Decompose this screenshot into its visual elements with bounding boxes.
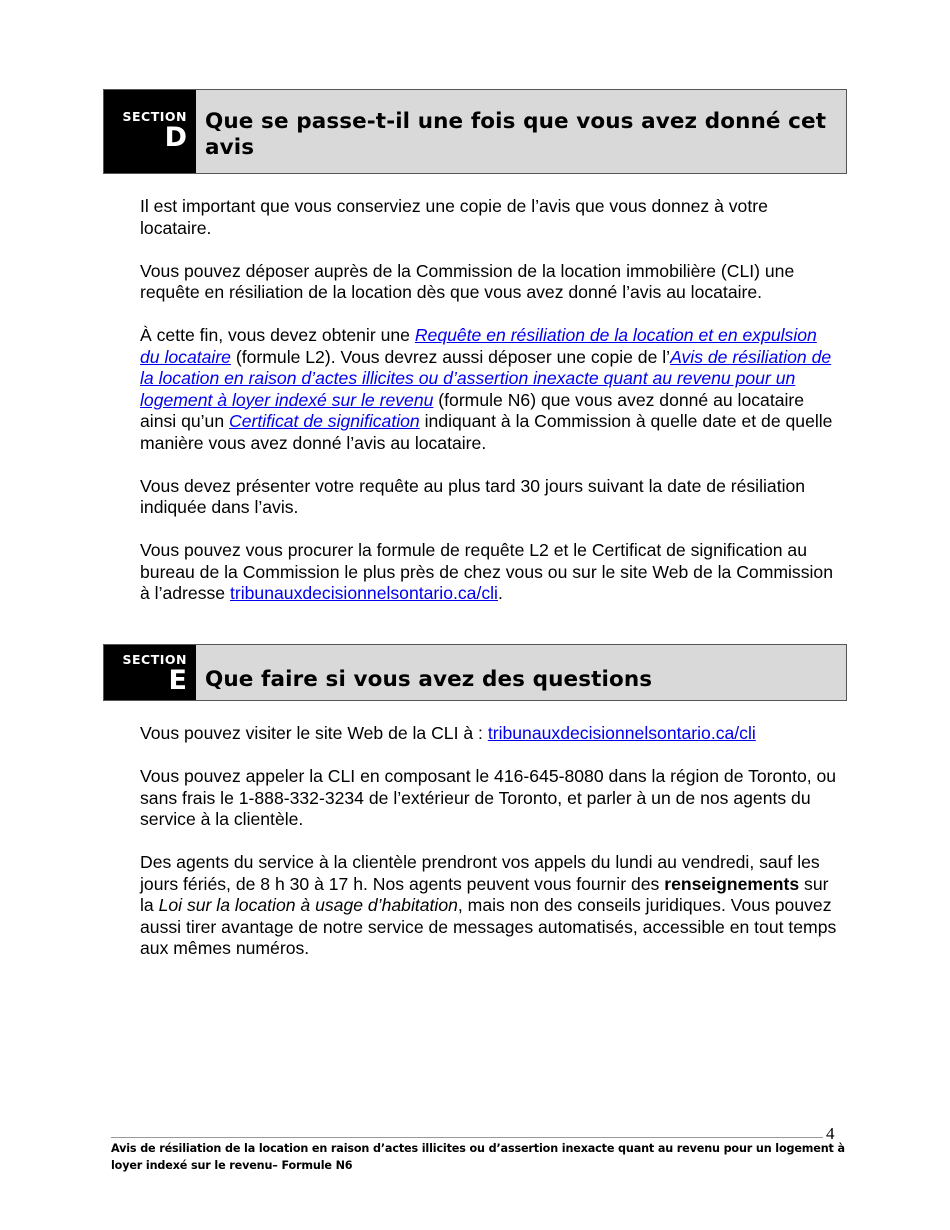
section-e-body (140, 723, 840, 981)
p3-text-a: À cette fin, vous devez obtenir une (140, 325, 415, 345)
section-d-paragraph-5 (140, 540, 840, 605)
section-d-paragraph-1: Il est important que vous conserviez une copie de l’avis que vous donnez à votre locataire. (140, 196, 768, 238)
section-d-tab (104, 90, 196, 173)
e-p3-text-c: , mais non des conseils juridiques. Vous pouvez aussi tirer avantage de notre service de messages automatisés, accessible en tout temps aux mêmes numéros. (140, 895, 837, 958)
section-e-title: Que faire si vous avez des questions (205, 667, 653, 692)
certificate-of-service-link[interactable]: Certificat de signification (229, 411, 420, 431)
ltb-website-link-2[interactable]: tribunauxdecisionnelsontario.ca/cli (487, 723, 756, 743)
page-number: 4 (826, 1124, 835, 1143)
section-d-paragraph-4: Vous devez présenter votre requête au plus tard 30 jours suivant la date de résiliation indiquée dans l’avis. (140, 475, 806, 517)
section-d-paragraph-3 (140, 325, 840, 454)
p3-text-c: (formule N6) que vous avez donné au locataire ainsi qu’un (140, 389, 805, 431)
section-e-paragraph-3 (140, 852, 840, 960)
l2-form-link[interactable]: Requête en résiliation de la location et en expulsion du locataire (140, 325, 817, 367)
footer-divider (111, 1137, 823, 1138)
section-e-word: SECTION (122, 652, 187, 667)
section-d-body (140, 196, 840, 626)
e-p3-text-b: sur la (140, 873, 829, 915)
ltb-website-link[interactable]: tribunauxdecisionnelsontario.ca/cli (229, 583, 498, 603)
p5-text-a: Vous pouvez vous procurer la formule de requête L2 et le Certificat de signification au bureau de la Commission le plus près de chez vous ou sur le site Web de la Commission à l’adresse (140, 540, 834, 603)
e-p3-italic: Loi sur la location à usage d’habitation (158, 895, 458, 915)
section-e-tab (104, 645, 196, 700)
section-e-letter: E (168, 665, 187, 696)
footer-title: Avis de résiliation de la location en raison d’actes illicites ou d’assertion inexacte quant au revenu pour un logement à loyer indexé sur le revenu– Formule N6 (111, 1142, 845, 1172)
section-e-header (103, 644, 847, 701)
p5-text-b: . (497, 583, 503, 603)
p3-text-b: (formule L2). Vous devrez aussi déposer une copie de l’ (230, 346, 671, 367)
section-d-word: SECTION (122, 109, 187, 124)
p3-text-d: indiquant à la Commission à quelle date et de quelle manière vous avez donné l’avis au locataire. (140, 411, 833, 453)
n6-notice-link[interactable]: Avis de résiliation de la location en raison d’actes illicites ou d’assertion inexacte quant au revenu pour un logement à loyer indexé sur le revenu (140, 346, 832, 410)
section-d-header (103, 89, 847, 174)
e-p1-text: Vous pouvez visiter le site Web de la CLI à : (140, 723, 488, 743)
section-e-paragraph-2: Vous pouvez appeler la CLI en composant le 416-645-8080 dans la région de Toronto, ou sans frais le 1-888-332-3234 de l’extérieur de Toronto, et parler à un de nos agents du service à la clientèle. (140, 766, 837, 829)
section-d-paragraph-2: Vous pouvez déposer auprès de la Commission de la location immobilière (CLI) une requête en résiliation de la location dès que vous avez donné l’avis au locataire. (140, 260, 795, 302)
section-e-paragraph-1 (140, 723, 840, 745)
e-p3-bold: renseignements (664, 873, 800, 894)
section-d-letter: D (164, 122, 187, 153)
e-p3-text-a: Des agents du service à la clientèle prendront vos appels du lundi au vendredi, sauf les jours fériés, de 8 h 30 à 17 h. Nos agents peuvent vous fournir des (140, 852, 820, 894)
section-d-title: Que se passe-t-il une fois que vous avez donné cet avis (205, 109, 827, 160)
